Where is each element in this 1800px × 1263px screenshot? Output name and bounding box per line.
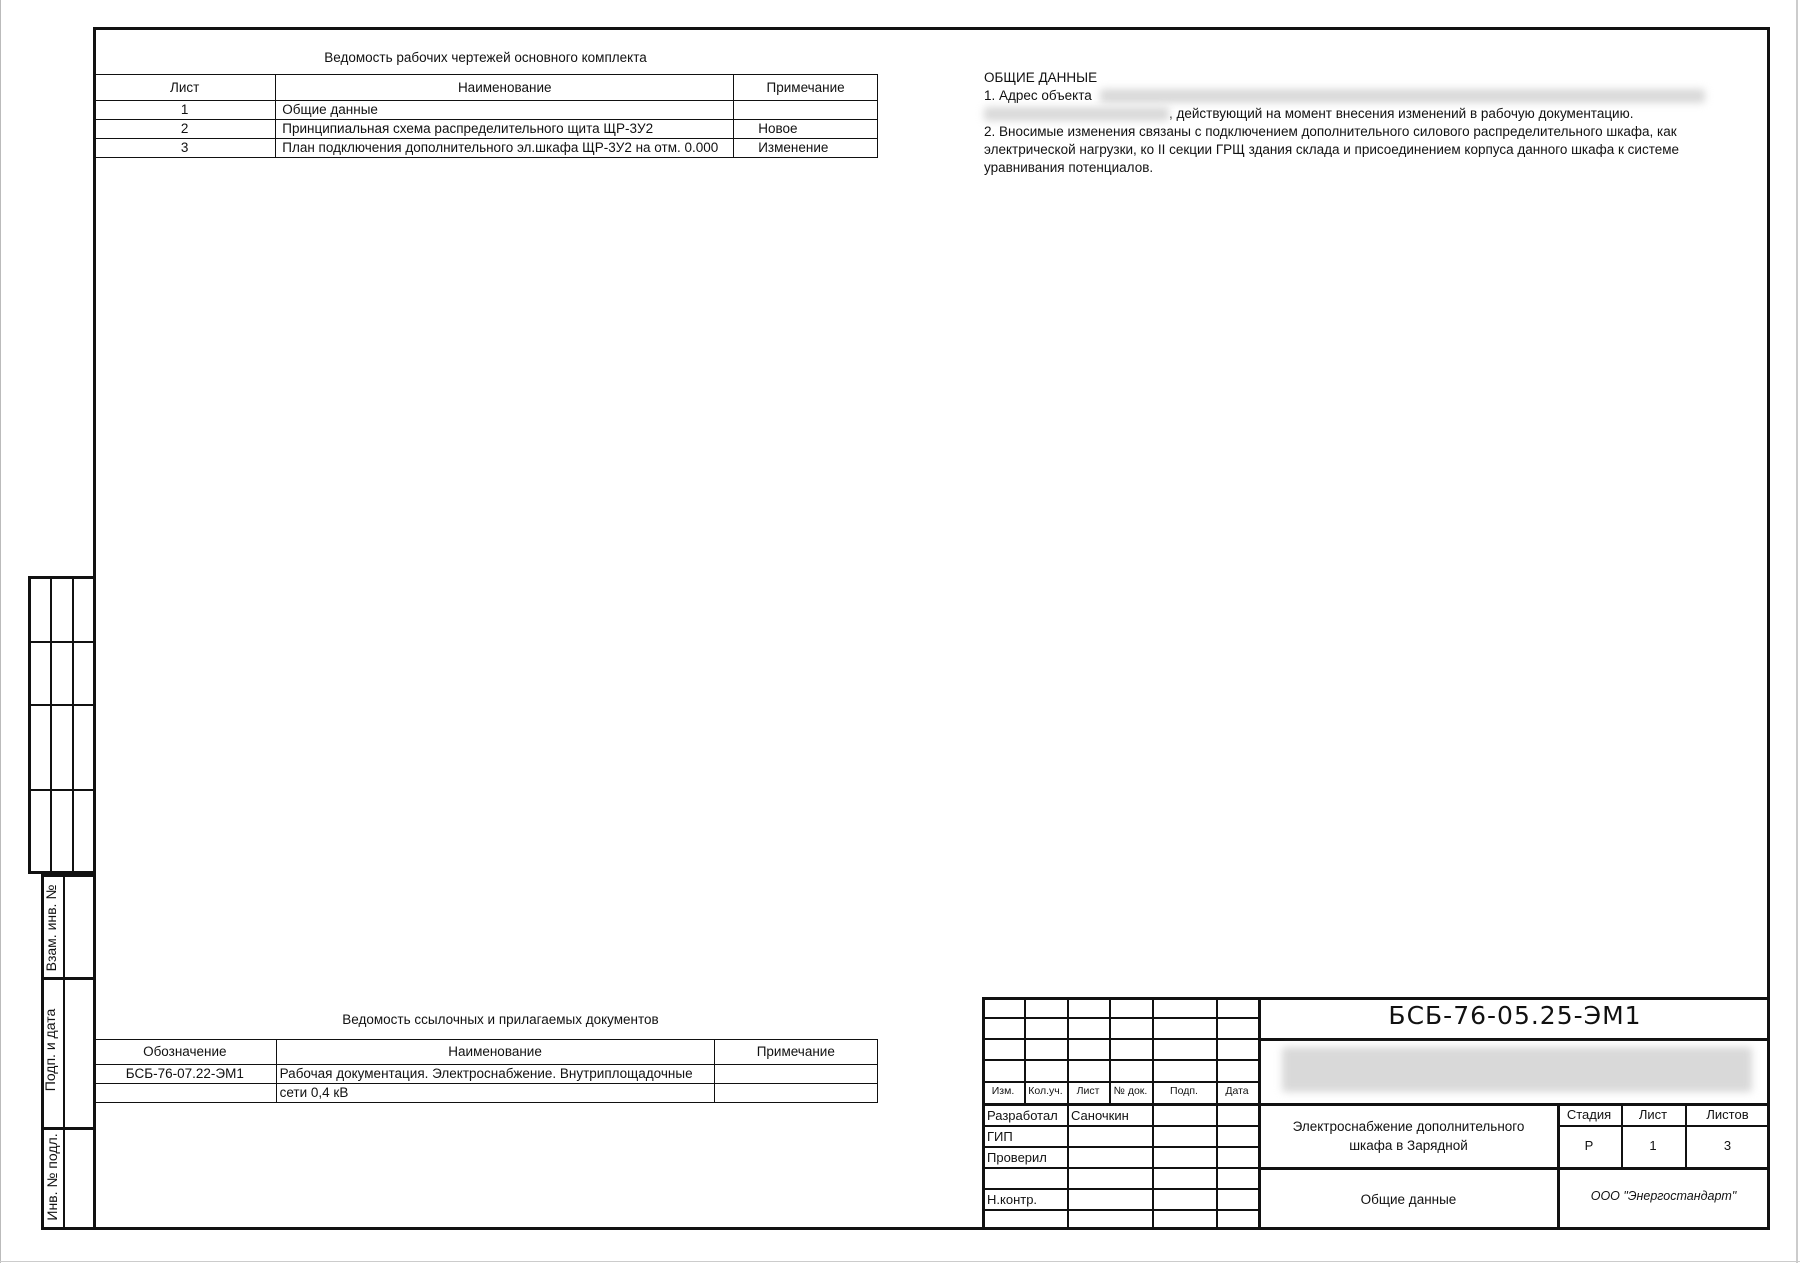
sheet-number: 2: [94, 120, 276, 139]
table-row: [94, 1065, 878, 1084]
table-row: [94, 139, 878, 158]
general-heading: ОБЩИЕ ДАННЫЕ: [984, 70, 1098, 85]
label-podp-data: Подп. и дата: [42, 1008, 58, 1092]
col-podp: Подп.: [1170, 1085, 1198, 1097]
sheet-header: Лист: [1638, 1107, 1668, 1122]
sheet-value: 1: [1649, 1138, 1657, 1153]
general-line-2: , действующий на момент внесения изменений в рабочую документацию.: [984, 105, 1724, 123]
company-name: ООО "Энергостандарт": [1590, 1189, 1737, 1203]
stage-value: Р: [1584, 1138, 1594, 1153]
side-margin-upper: [28, 576, 93, 874]
header-cell: Наименование: [276, 1040, 714, 1065]
ref-note: [714, 1065, 877, 1084]
document-code: БСБ-76-05.25-ЭМ1: [1388, 1001, 1642, 1030]
general-line-4: электрической нагрузки, ко II секции ГРЩ здания склада и присоединением корпуса данного шкафа к системе: [984, 142, 1680, 157]
sheet-name: План подключения дополнительного эл.шкафа ЩР-3У2 на отм. 0.000: [276, 139, 734, 158]
label-inv-podl: Инв. № подл.: [44, 1133, 60, 1221]
page-edge-right: [1796, 0, 1798, 1263]
col-list: Лист: [1076, 1085, 1100, 1097]
col-data: Дата: [1225, 1085, 1249, 1097]
refs-list-table: [93, 1039, 878, 1103]
redacted-address: [1100, 89, 1705, 103]
table-row: [94, 1084, 878, 1103]
sheet-name: Принципиальная схема распределительного щита ЩР-3У2: [276, 120, 734, 139]
table-header-row: [94, 75, 878, 101]
header-cell: Лист: [94, 75, 276, 101]
table-row: [94, 120, 878, 139]
ref-code: БСБ-76-07.22-ЭМ1: [94, 1065, 277, 1084]
redacted-project-name: [1282, 1047, 1752, 1092]
stage-header: Стадия: [1566, 1107, 1612, 1122]
change-grid: [982, 997, 1260, 1230]
table-row: [94, 101, 878, 120]
role-gip: ГИП: [987, 1129, 1013, 1144]
header-cell: Примечание: [714, 1040, 877, 1065]
role-razrabotal: Разработал: [987, 1108, 1058, 1123]
role-proveril: Проверил: [987, 1150, 1047, 1165]
sheets-header: Листов: [1706, 1107, 1749, 1122]
header-cell: Наименование: [276, 75, 734, 101]
header-cell: Обозначение: [94, 1040, 277, 1065]
table-header-row: [94, 1040, 878, 1065]
sheet-number: 1: [94, 101, 276, 120]
sheet-name: Общие данные: [276, 101, 734, 120]
name-razrabotal: Саночкин: [1071, 1108, 1129, 1123]
redacted-address-2: [984, 107, 1169, 121]
sheet-note: Новое: [734, 120, 878, 139]
ref-name: Рабочая документация. Электроснабжение. Внутриплощадочные: [276, 1065, 714, 1084]
label-vzam-inv: Взам. инв. №: [43, 884, 59, 972]
sheets-value: 3: [1723, 1138, 1732, 1153]
general-line-5: уравнивания потенциалов.: [984, 160, 1154, 175]
col-doc: № док.: [1113, 1085, 1148, 1097]
page-edge-bottom: [0, 1261, 1800, 1262]
sheet-note: [734, 101, 878, 120]
sheet-note: Изменение: [734, 139, 878, 158]
role-n-kontr: Н.контр.: [987, 1192, 1038, 1207]
ref-name: сети 0,4 кВ: [276, 1084, 714, 1103]
general-line-3: 2. Вносимые изменения связаны с подключением дополнительного силового распределительного шкафа, как: [984, 124, 1677, 139]
page-edge: [0, 0, 1, 1263]
sheet-title: Общие данные: [1360, 1192, 1457, 1207]
general-line-1: 1. Адрес объекта: [984, 87, 1724, 105]
ref-note: [714, 1084, 877, 1103]
title-block: [982, 997, 1770, 1230]
drawings-list-title: Ведомость рабочих чертежей основного комплекта: [324, 50, 647, 65]
col-izm: Изм.: [991, 1085, 1015, 1097]
header-cell: Примечание: [734, 75, 878, 101]
drawings-list-table: [93, 74, 878, 158]
object-name: Электроснабжение дополнительного шкафа в Зарядной: [1292, 1119, 1525, 1153]
general-data-block: [984, 69, 1724, 177]
refs-list-title: Ведомость ссылочных и прилагаемых документов: [342, 1012, 659, 1027]
sheet-number: 3: [94, 139, 276, 158]
ref-code: [94, 1084, 277, 1103]
col-kol-uch: Кол.уч.: [1028, 1085, 1063, 1097]
